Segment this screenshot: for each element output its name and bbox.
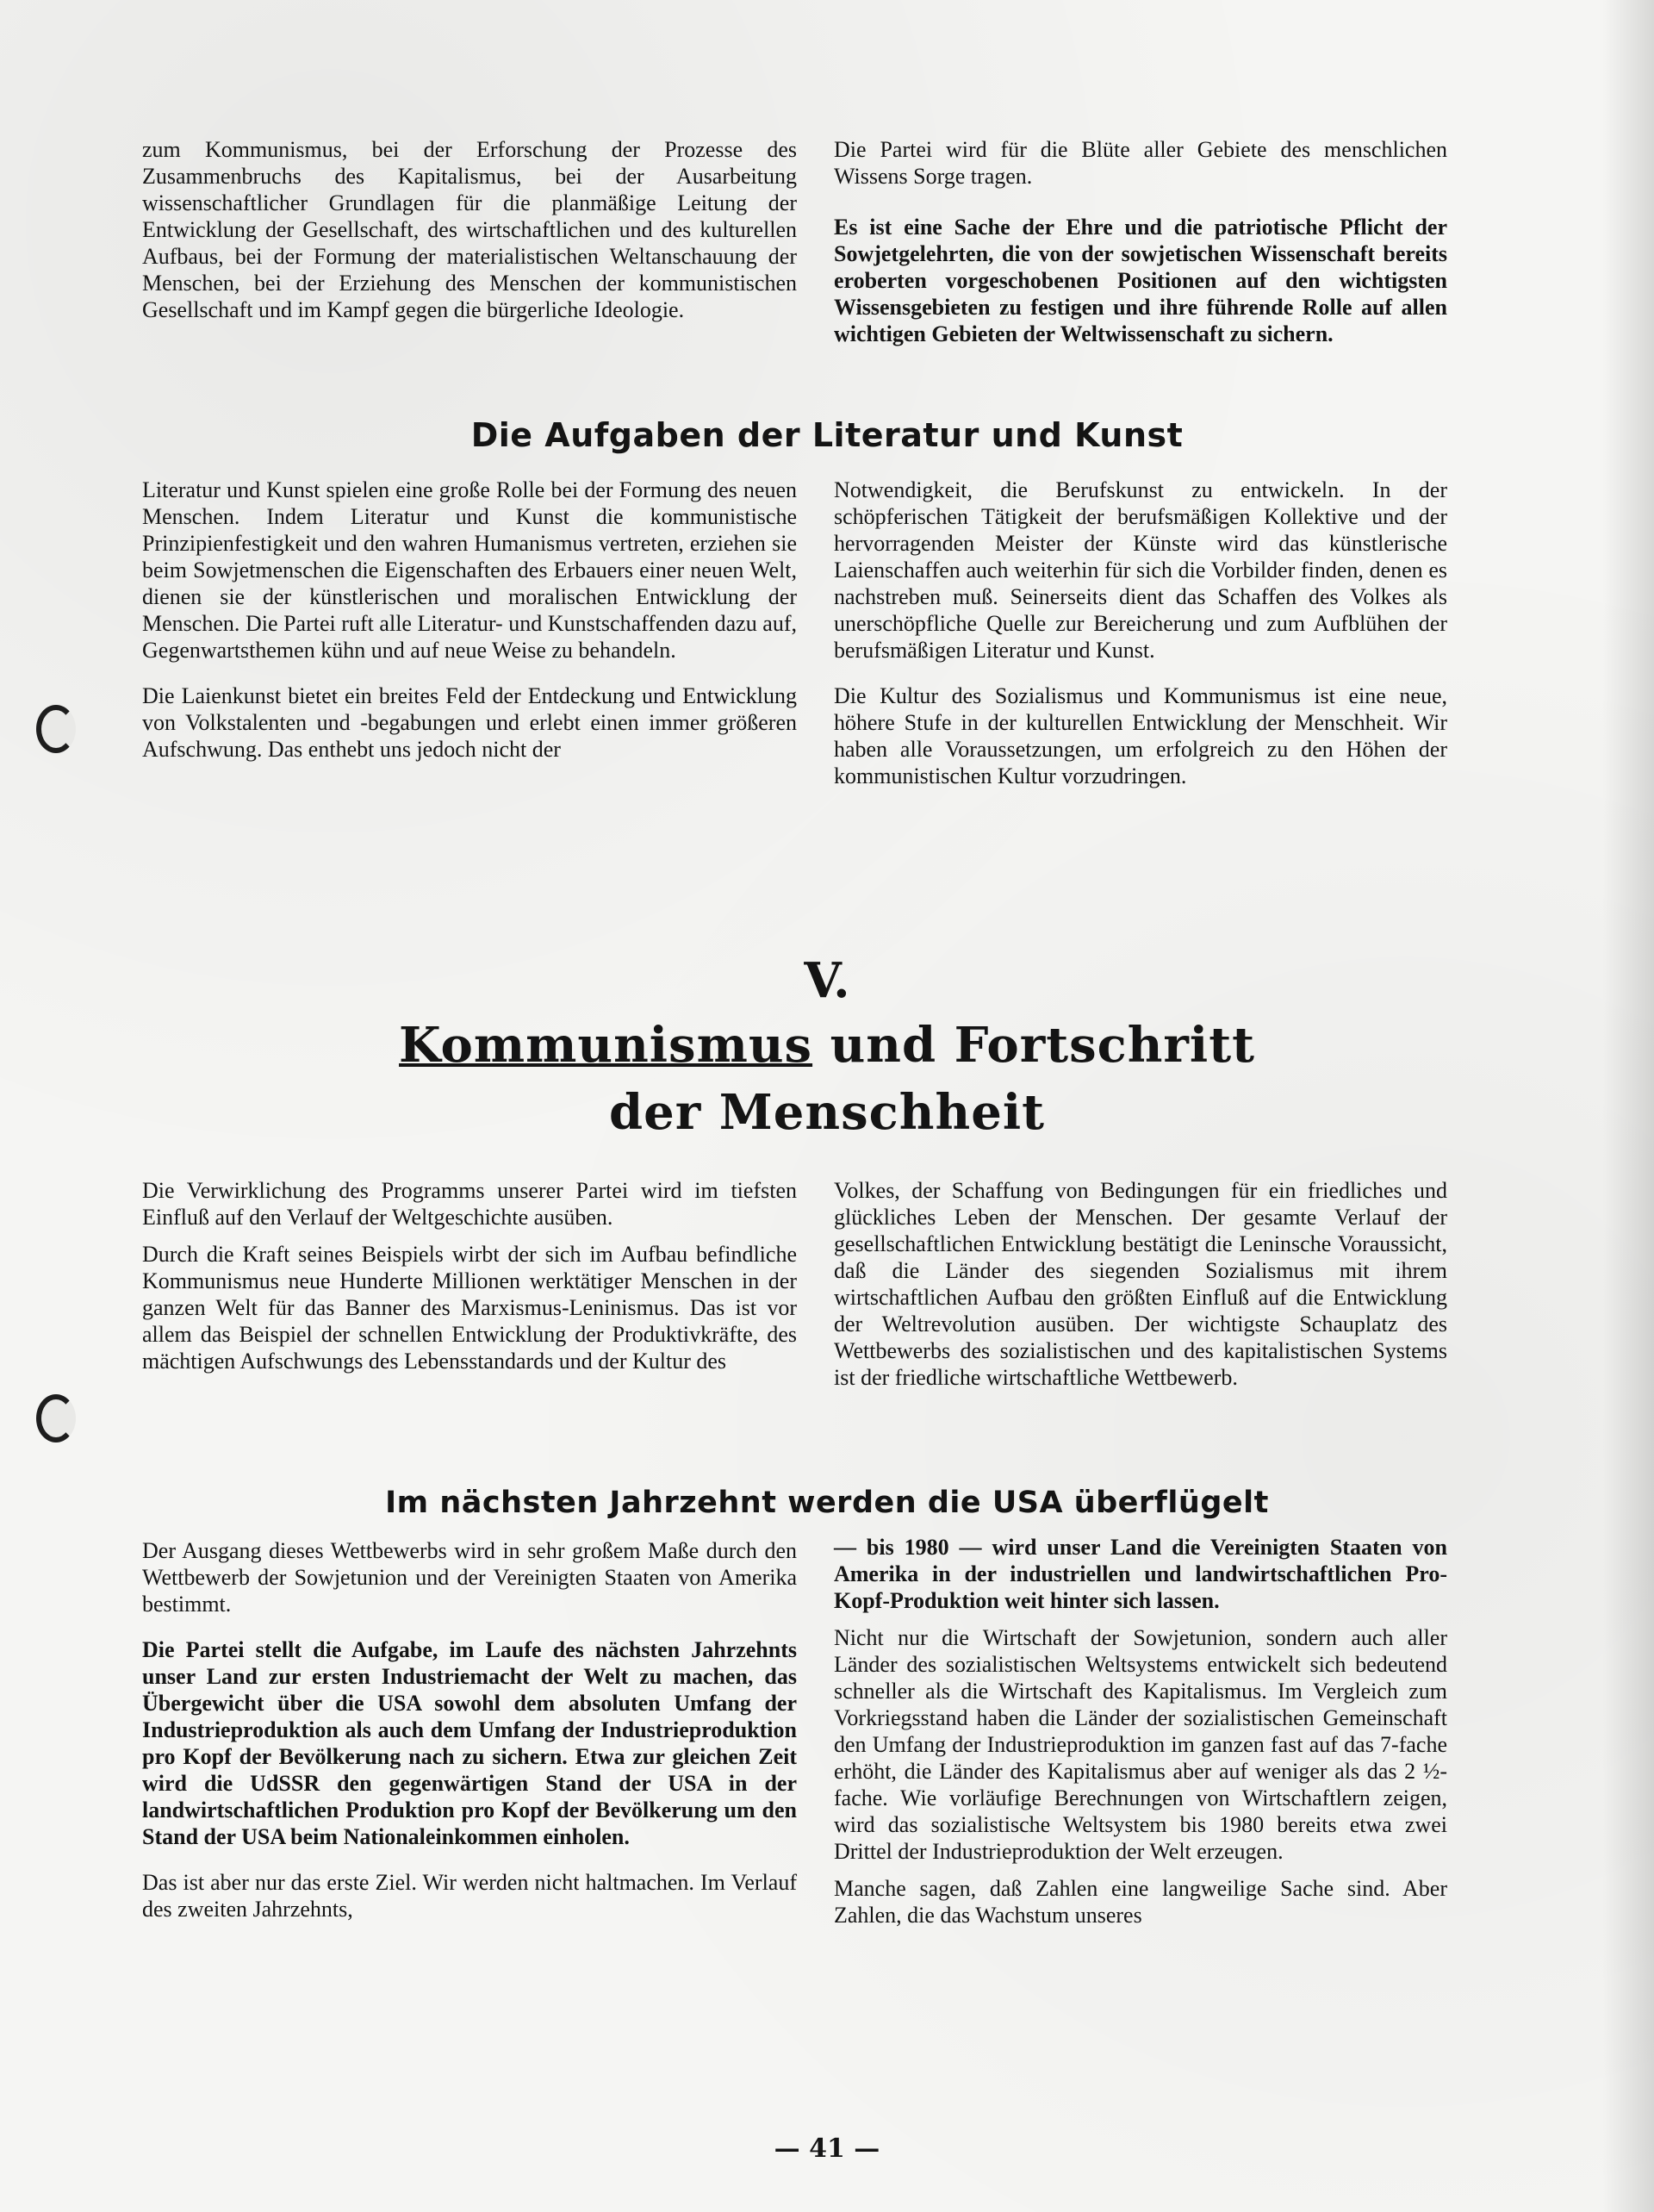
literature-left-paragraph-1: Literatur und Kunst spielen eine große Rolle bei der Formung des neuen Menschen. Indem Literatur und Kunst die kommunistische Prinzipienfestigkeit und den wahren Humanismus vertreten, erziehen sie beim Sowjetmenschen die Eigenschaften des Erbauers einer neuen Welt, dienen sie der künstlerischen und moralischen Entwicklung der Menschen. Die Partei ruft alle Literatur- und Kunstschaffenden dazu auf, Gegenwartsthemen kühn und auf neue Weise zu behandeln.: [142, 477, 797, 663]
punch-hole-upper: [36, 705, 76, 753]
top-right-paragraph-1: Die Partei wird für die Blüte aller Gebiete des menschlichen Wissens Sorge tragen.: [834, 137, 1447, 189]
chapter-intro-left-paragraph-1: Die Verwirklichung des Programms unserer Partei wird im tiefsten Einfluß auf den Verlauf der Weltgeschichte ausüben.: [142, 1178, 797, 1230]
top-left-paragraph: zum Kommunismus, bei der Erforschung der Prozesse des Zusammenbruchs des Kapitalismus, bei der Ausarbeitung wissenschaftlicher Grundlagen für die planmäßige Leitung der Entwicklung der Gesellschaft, des wirtschaftlichen und des kulturellen Aufbaus, bei der Formung der materialistischen Weltanschauung der Menschen, bei der Erziehung des Menschen der kommunistischen Gesellschaft und im Kampf gegen die bürgerliche Ideologie.: [142, 137, 797, 322]
literature-right-paragraph-1: Notwendigkeit, die Berufskunst zu entwickeln. In der schöpferischen Tätigkeit der berufsmäßigen Kollektive und der hervorragenden Meister der Künste wird das künstlerische Laienschaffen auch weiterhin für sich die Vorbilder finden, denen es nachstreben muß. Seinerseits dient das Schaffen des Volkes als unerschöpfliche Quelle zur Bereicherung und zum Aufblühen der berufsmäßigen Literatur und Kunst.: [834, 477, 1447, 663]
page-number: — 41 —: [774, 2134, 880, 2164]
usa-right-paragraph-1: — bis 1980 — wird unser Land die Vereinigten Staaten von Amerika in der industriellen und landwirtschaftlichen Pro-Kopf-Produktion weit hinter sich lassen.: [834, 1535, 1447, 1613]
usa-left-paragraph-2: Die Partei stellt die Aufgabe, im Laufe des nächsten Jahrzehnts unser Land zur ersten Industriemacht der Welt zu machen, das Übergewicht über die USA sowohl dem absoluten Umfang der Industrieproduktion als auch dem Umfang der Industrieproduktion pro Kopf der Bevölkerung nach zu sichern. Etwa zur gleichen Zeit wird die UdSSR den gegenwärtigen Stand der USA in der landwirtschaftlichen Produktion pro Kopf der Bevölkerung um den Stand der USA beim Nationaleinkommen einholen.: [142, 1637, 797, 1849]
chapter-title-keyword: Kommunismus: [399, 1017, 813, 1074]
chapter-title-rest: und Fortschritt: [830, 1017, 1255, 1074]
literature-heading: Die Aufgaben der Literatur und Kunst: [470, 416, 1184, 454]
usa-left-column: [142, 1537, 797, 1941]
usa-left-paragraph-3: Das ist aber nur das erste Ziel. Wir werden nicht haltmachen. Im Verlauf des zweiten Jahrzehnts,: [142, 1870, 797, 1922]
usa-right-paragraph-3: Manche sagen, daß Zahlen eine langweilige Sache sind. Aber Zahlen, die das Wachstum unseres: [834, 1876, 1447, 1928]
literature-left-column: [142, 477, 797, 782]
top-left-column: [142, 136, 797, 342]
literature-right-paragraph-2: Die Kultur des Sozialismus und Kommunismus ist eine neue, höhere Stufe in der kulturellen Entwicklung der Menschheit. Wir haben alle Voraussetzungen, um erfolgreich zu den Höhen der kommunistischen Kultur vorzudringen.: [834, 683, 1447, 788]
chapter-intro-right-paragraph: Volkes, der Schaffung von Bedingungen für ein friedliches und glückliches Leben der Menschen. Der gesamte Verlauf der gesellschaftlichen Entwicklung bestätigt die Leninsche Voraussicht, daß die Länder des siegenden Sozialismus mit ihrem wirtschaftlichen Aufbau den größten Einfluß auf die Entwicklung der Weltrevolution ausüben. Der wichtigste Schauplatz des Wettbewerbs des sozialistischen und des kapitalistischen Systems ist der friedliche wirtschaftliche Wettbewerb.: [834, 1178, 1447, 1390]
chapter-title-line-1: [0, 1017, 1654, 1074]
literature-right-column: [834, 477, 1447, 808]
chapter-intro-left-paragraph-2: Durch die Kraft seines Beispiels wirbt der sich im Aufbau befindliche Kommunismus neue Hunderte Millionen werktätiger Menschen in der ganzen Welt für das Banner des Marxismus-Leninismus. Das ist vor allem das Beispiel der schnellen Entwicklung der Produktivkräfte, des mächtigen Aufschwungs des Lebensstandards und der Kultur des: [142, 1242, 797, 1374]
chapter-intro-right-column: [834, 1177, 1447, 1410]
usa-right-column: [834, 1534, 1447, 1947]
usa-left-paragraph-1: Der Ausgang dieses Wettbewerbs wird in sehr großem Maße durch den Wettbewerb der Sowjetunion und der Vereinigten Staaten von Amerika bestimmt.: [142, 1538, 797, 1617]
top-right-paragraph-2: Es ist eine Sache der Ehre und die patriotische Pflicht der Sowjetgelehrten, die von der sowjetischen Wissenschaft bereits eroberten vorgeschobenen Positionen auf den wichtigsten Wissensgebieten zu festigen und ihre führende Rolle auf allen wichtigen Gebieten der Weltwissenschaft zu sichern.: [834, 215, 1447, 346]
chapter-intro-left-column: [142, 1177, 797, 1393]
top-right-column: [834, 136, 1447, 366]
literature-left-paragraph-2: Die Laienkunst bietet ein breites Feld der Entdeckung und Entwicklung von Volkstalenten und -begabungen und erlebt einen immer größeren Aufschwung. Das enthebt uns jedoch nicht der: [142, 683, 797, 762]
usa-heading: Im nächsten Jahrzehnt werden die USA überflügelt: [385, 1486, 1269, 1520]
chapter-title-line-2: der Menschheit: [609, 1084, 1045, 1141]
usa-right-paragraph-2: Nicht nur die Wirtschaft der Sowjetunion, sondern auch aller Länder des sozialistischen Weltsystems entwickelt sich bedeutend schneller als die Wirtschaft des Kapitalismus. Im Vergleich zum Vorkriegsstand haben die Länder der sozialistischen Gemeinschaft den Umfang der Industrieproduktion im ganzen fast auf das 7-fache erhöht, die Länder des Kapitalismus aber auf weniger als das 2 ½-fache. Wie vorläufige Berechnungen von Wirtschaftlern zeigen, wird das sozialistische Weltsystem bis 1980 bereits etwa zwei Drittel der Industrieproduktion der Welt erzeugen.: [834, 1625, 1447, 1864]
punch-hole-lower: [36, 1394, 76, 1442]
chapter-number: V.: [804, 952, 850, 1009]
